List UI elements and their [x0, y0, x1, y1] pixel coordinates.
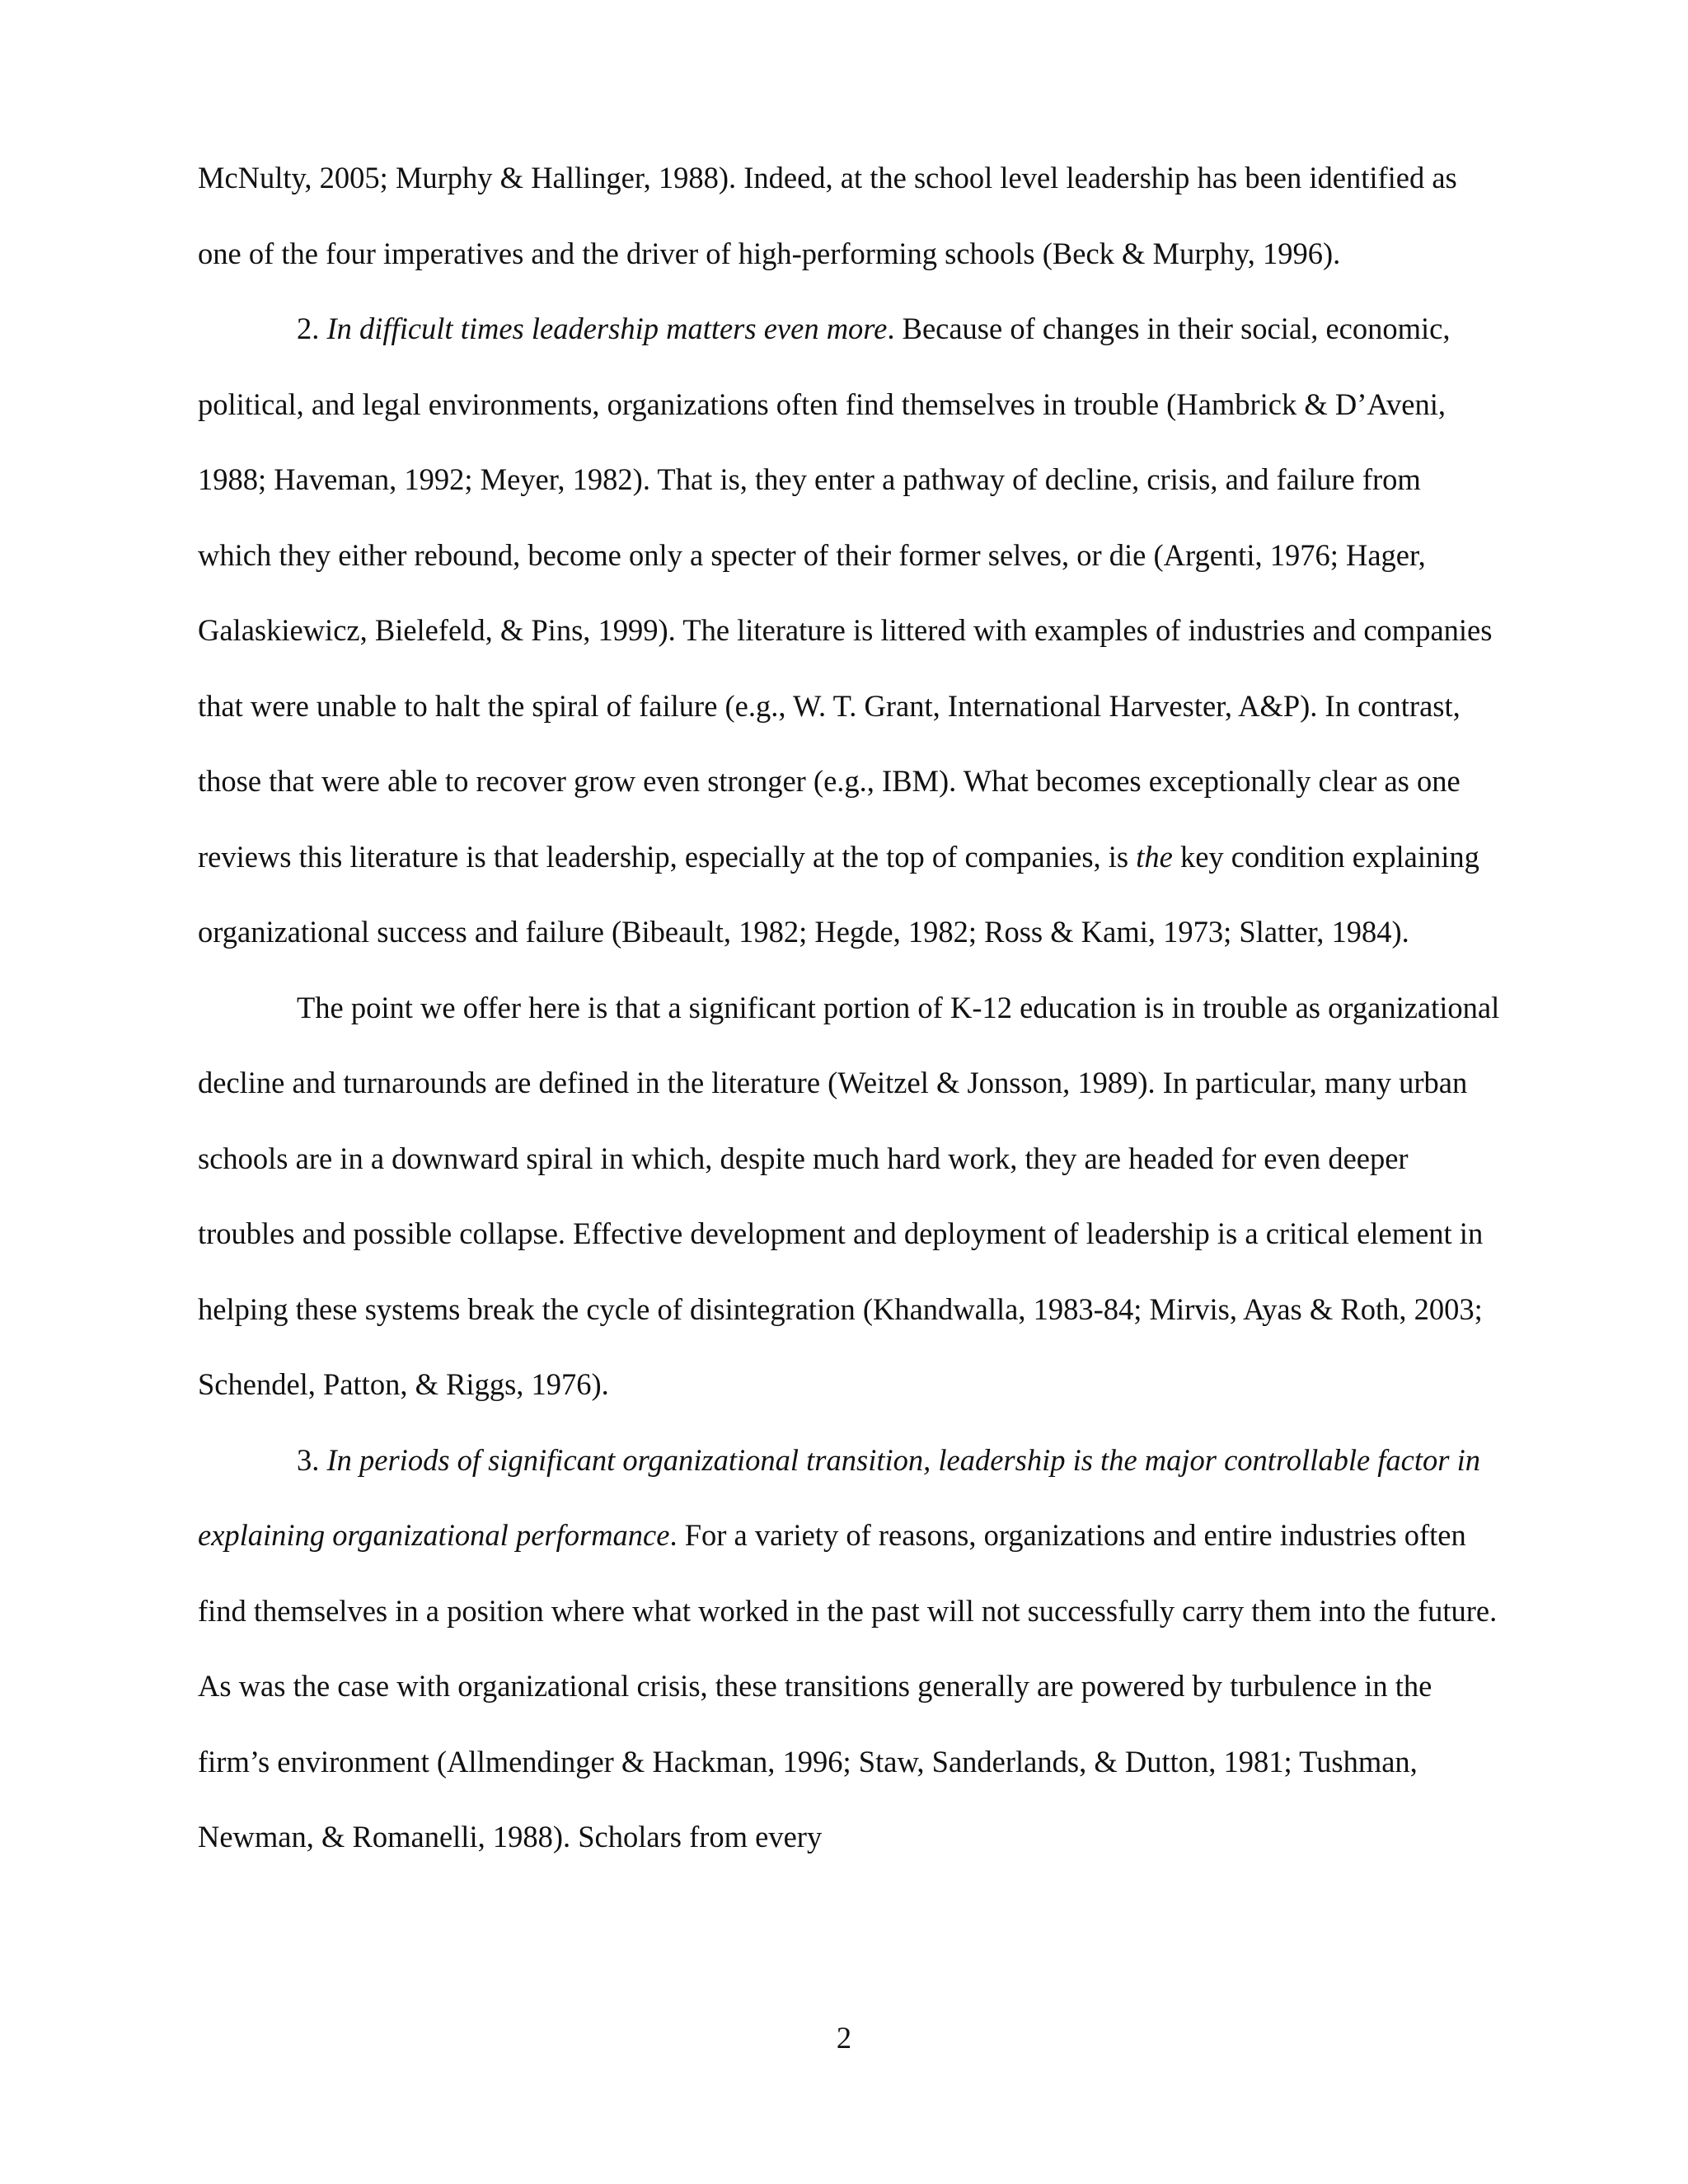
body-text	[198, 140, 1500, 1875]
list-number: 2.	[297, 312, 327, 345]
paragraph-text: McNulty, 2005; Murphy & Hallinger, 1988). Indeed, at the school level leadership has been identified as one of the four imperatives and the driver of high-performing schools (Beck & Murphy, 1996).	[198, 161, 1457, 270]
page-number: 2	[836, 2021, 852, 2055]
list-number: 3.	[297, 1442, 327, 1477]
paragraph-k12-trouble	[198, 970, 1500, 1422]
paragraph-text: The point we offer here is that a significant portion of K-12 education is in trouble as organizational decline and turnarounds are defined in the literature (Weitzel & Jonsson, 1989). In particular, many urban schools are in a downward spiral in which, despite much hard work, they are headed for even deeper troubles and possible collapse. Effective development and deployment of leadership is a critical element in helping these systems break the cycle of disintegration (Khandwalla, 1983-84; Mirvis, Ayas & Roth, 2003; Schendel, Patton, & Riggs, 1976).	[198, 990, 1500, 1401]
paragraph-point-3	[198, 1422, 1500, 1875]
paragraph-text: . For a variety of reasons, organizations and entire industries often find themselves in a position where what worked in the past will not successfully carry them into the future. As was the case with organizational crisis, these transitions generally are powered by turbulence in the firm’s environment (Allmendinger & Hackman, 1996; Staw, Sanderlands, & Dutton, 1981; Tushman, Newman, & Romanelli, 1988). Scholars from every	[198, 1518, 1498, 1854]
emphasis-text: the	[1136, 839, 1173, 874]
paragraph-point-2	[198, 291, 1500, 970]
paragraph-text: key condition explaining organizational success and failure (Bibeault, 1982; Hegde, 1982; Ross & Kami, 1973; Slatter, 1984).	[198, 839, 1479, 949]
paragraph-continuation	[198, 140, 1500, 291]
paragraph-text: . Because of changes in their social, economic, political, and legal environments, organizations often find themselves in trouble (Hambrick & D’Aveni, 1988; Haveman, 1992; Meyer, 1982). That is, they enter a pathway of decline, crisis, and failure from which they either rebound, become only a specter of their former selves, or die (Argenti, 1976; Hager, Galaskiewicz, Bielefeld, & Pins, 1999). The literature is littered with examples of industries and companies that were unable to halt the spiral of failure (e.g., W. T. Grant, International Harvester, A&P). In contrast, those that were able to recover grow even stronger (e.g., IBM). What becomes exceptionally clear as one reviews this literature is that leadership, especially at the top of companies, is	[198, 312, 1493, 874]
point-heading: In difficult times leadership matters even more	[326, 312, 888, 345]
point-heading: In periods of significant organizational transition, leadership is the major controllable factor in explaining organizational performance	[198, 1442, 1480, 1552]
